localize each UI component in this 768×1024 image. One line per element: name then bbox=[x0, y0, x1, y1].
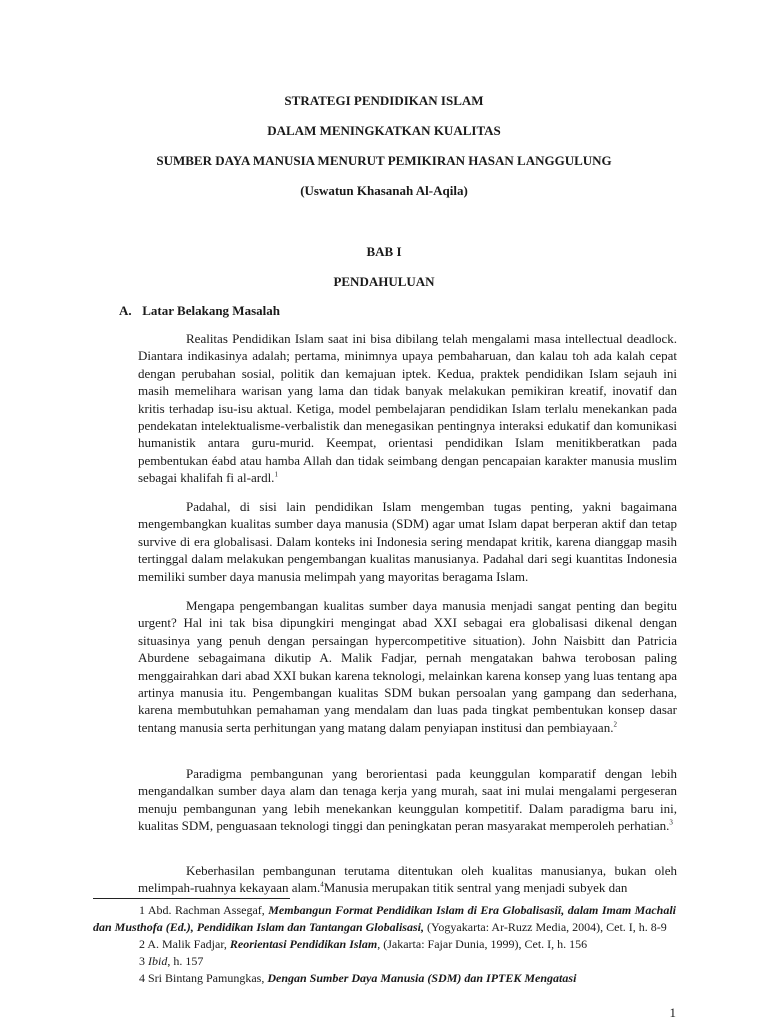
section-heading bbox=[119, 303, 280, 319]
paragraph-5-text: Keberhasilan pembangunan terutama ditentukan oleh kualitas manusianya, bukan oleh melimpah-ruahnya kekayaan alam. bbox=[138, 863, 677, 896]
footnote-2 bbox=[93, 936, 676, 953]
footnote-3 bbox=[93, 953, 676, 970]
page-number: 1 bbox=[669, 1005, 676, 1020]
paragraph-3-text: Mengapa pengembangan kualitas sumber daya manusia menjadi sangat penting dan begitu urgent? Hal ini tak bisa dipungkiri mengingat abad XXI sebagai era globalisasi dikenal dengan situasinya yang penuh dengan persaingan hypercompetitive situation). John Naisbitt dan Patricia Aburdene sebagaimana dikutip A. Malik Fadjar, pernah mengatakan bahwa terobosan paling menggairahkan dari abad XXI bukan karena teknologi, melainkan karena konsep yang luas tentang apa artinya manusia itu. Pengembangan kualitas SDM bukan persoalan yang gampang dan sederhana, karena membutuhkan pemahaman yang mendalam dan luas pada tingkat pembentukan konsep dasar tentang manusia serta perhitungan yang matang dalam penyiapan institusi dan pembiayaan. bbox=[138, 598, 677, 735]
footnote-3-rest: , h. 157 bbox=[167, 954, 204, 968]
author-line: (Uswatun Khasanah Al-Aqila) bbox=[300, 183, 468, 198]
paragraph-1-text: Realitas Pendidikan Islam saat ini bisa dibilang telah mengalami masa intellectual deadlock. Diantara indikasinya adalah; pertama, minimnya upaya pembaharuan, dan kalau toh ada kalah cepat dengan perubahan sosial, politik dan kemajuan iptek. Kedua, praktek pendidikan Islam sejauh ini masih memelihara warisan yang lama dan tidak banyak melakukan pemikiran kreatif, inovatif dan kritis terhadap isu-isu aktual. Ketiga, model pembelajaran pendidikan Islam terlalu menekankan pada pendekatan intelektualisme-verbalistik dan menegasikan pentingnya interaksi edukatif dan komunikasi humanistik antara guru-murid. Keempat, orientasi pendidikan Islam menitikberatkan pada pembentukan éabd atau hamba Allah dan tidak seimbang dengan pencapaian karakter manusia muslim sebagai khalifah fi al-ardl. bbox=[138, 331, 677, 486]
footnote-4 bbox=[93, 970, 676, 987]
footnote-3-title: Ibid bbox=[148, 954, 168, 968]
footnote-2-author: A. Malik Fadjar, bbox=[147, 937, 227, 951]
footnote-ref-3[interactable]: 3 bbox=[669, 818, 673, 827]
footnote-2-title: Reorientasi Pendidikan Islam bbox=[229, 937, 378, 951]
footnote-4-author: Sri Bintang Pamungkas, bbox=[148, 971, 265, 985]
footnote-3-number: 3 bbox=[139, 954, 145, 968]
footnote-2-number: 2 bbox=[139, 937, 145, 951]
paragraph-2 bbox=[138, 498, 677, 585]
title-line-1: STRATEGI PENDIDIKAN ISLAM bbox=[284, 93, 484, 108]
paragraph-5-continuation: Manusia merupakan titik sentral yang menjadi subyek dan bbox=[323, 880, 628, 896]
title-line-2: DALAM MENINGKATKAN KUALITAS bbox=[267, 123, 501, 138]
footnote-1-author: Abd. Rachman Assegaf, bbox=[147, 903, 265, 917]
paragraph-4 bbox=[138, 765, 677, 835]
footnote-2-rest: , (Jakarta: Fajar Dunia, 1999), Cet. I, h. 156 bbox=[377, 937, 588, 951]
footnotes bbox=[93, 902, 676, 987]
section-title: Latar Belakang Masalah bbox=[142, 303, 280, 318]
paragraph-4-text: Paradigma pembangunan yang berorientasi pada keunggulan komparatif dengan lebih mengandalkan sumber daya alam dan tenaga kerja yang murah, saat ini mulai mengalami pergeseran menuju pembangunan yang lebih menekankan keunggulan kompetitif. Dalam paradigma baru ini, kualitas SDM, penguasaan teknologi tinggi dan peningkatan peran masyarakat memperoleh perhatian. bbox=[138, 766, 677, 834]
footnote-1-rest: (Yogyakarta: Ar-Ruzz Media, 2004), Cet. I, h. 8-9 bbox=[426, 920, 667, 934]
footnote-ref-4[interactable]: 4 bbox=[320, 881, 324, 890]
footnote-ref-2[interactable]: 2 bbox=[613, 720, 617, 729]
paragraph-5 bbox=[138, 862, 677, 897]
footnote-1-title: Membangun Format Pendidikan Islam di Era Globalisasiî, dalam Imam Machali dan Musthofa (Ed.), Pendidikan Islam dan Tantangan Globalisasi, bbox=[93, 903, 677, 934]
chapter-name: PENDAHULUAN bbox=[333, 274, 435, 289]
section-letter: A. bbox=[119, 303, 132, 318]
title-line-3: SUMBER DAYA MANUSIA MENURUT PEMIKIRAN HASAN LANGGULUNG bbox=[156, 153, 612, 168]
footnote-ref-1[interactable]: 1 bbox=[274, 470, 278, 479]
paragraph-1 bbox=[138, 330, 677, 487]
footnote-1 bbox=[93, 902, 676, 936]
paragraph-3 bbox=[138, 597, 677, 736]
footnote-4-number: 4 bbox=[139, 971, 145, 985]
footnote-1-number: 1 bbox=[139, 903, 145, 917]
document-title-block bbox=[0, 92, 768, 212]
footnote-4-title: Dengan Sumber Daya Manusia (SDM) dan IPTEK Mengatasi bbox=[267, 971, 577, 985]
chapter-number: BAB I bbox=[366, 244, 402, 259]
paragraph-2-text: Padahal, di sisi lain pendidikan Islam mengemban tugas penting, yakni bagaimana mengembangkan kualitas sumber daya manusia (SDM) agar umat Islam dapat berperan aktif dan tetap survive di era globalisasi. Dalam konteks ini Indonesia sering mendapat kritik, karena dianggap masih tertinggal dalam melakukan pengembangan kualitas manusianya. Padahal dari segi kuantitas Indonesia memiliki sumber daya manusia melimpah yang mayoritas beragama Islam. bbox=[138, 499, 677, 584]
footnote-separator bbox=[93, 898, 290, 899]
